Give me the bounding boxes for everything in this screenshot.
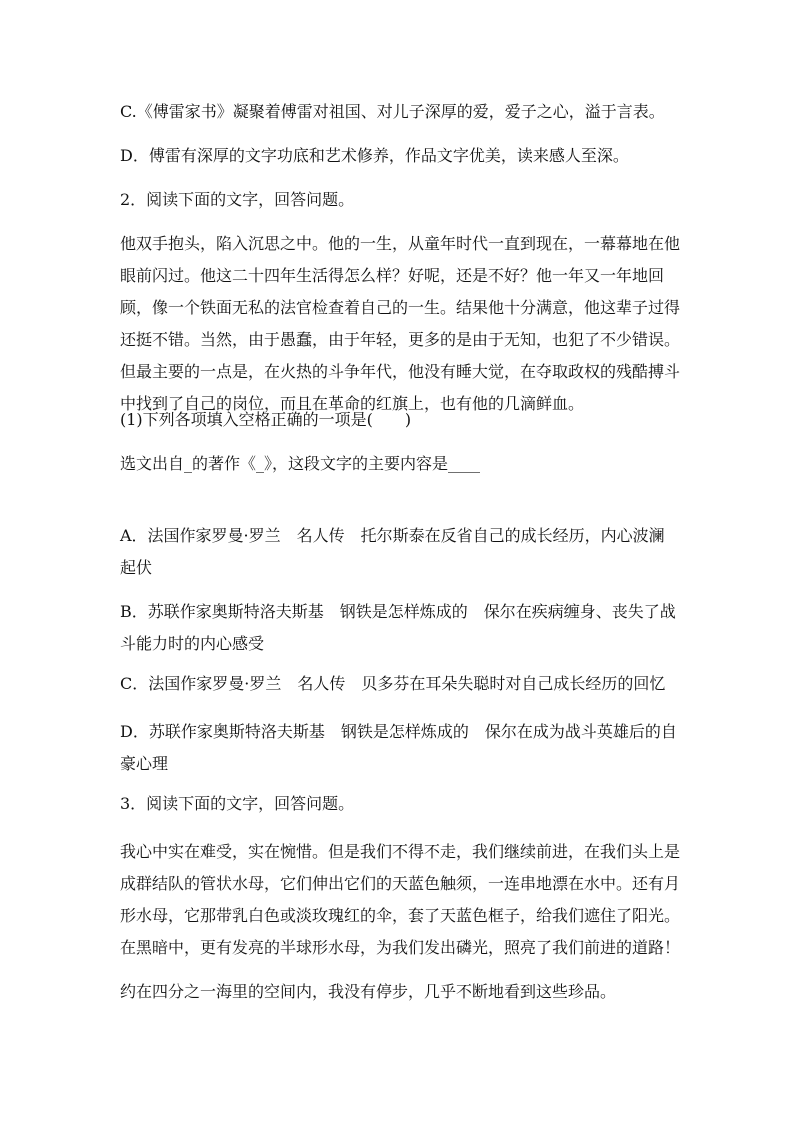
option-d-fu-lei: D．傅雷有深厚的文字功底和艺术修养，作品文字优美，读来感人至深。 <box>120 146 629 165</box>
passage-2-continuation: 约在四分之一海里的空间内，我没有停步，几乎不断地看到这些珍品。 <box>120 982 617 1001</box>
fill-blank-prompt: 选文出自_的著作《_》，这段文字的主要内容是____ <box>120 454 481 473</box>
option-d: D．苏联作家奥斯特洛夫斯基 钢铁是怎样炼成的 保尔在成为战斗英雄后的自豪心理 <box>120 722 677 773</box>
option-c-fu-lei: C.《傅雷家书》凝聚着傅雷对祖国、对儿子深厚的爱，爱子之心，溢于言表。 <box>120 102 665 121</box>
passage-1: 他双手抱头，陷入沉思之中。他的一生，从童年时代一直到现在，一幕幕地在他眼前闪过。他这二十四年生活得怎么样？好呢，还是不好？他一年又一年地回顾，像一个铁面无私的法官检查着自己的一生。结果他十分满意，他这辈子过得还挺不错。当然，由于愚蠢，由于年轻，更多的是由于无知，也犯了不少错误。但最主要的一点是，在火热的斗争年代，他没有睡大觉，在夺取政权的残酷搏斗中找到了自己的岗位，而且在革命的红旗上，也有他的几滴鲜血。 <box>120 234 681 413</box>
sub-question-1: (1)下列各项填入空格正确的一项是( ) <box>120 410 412 429</box>
question-2-heading: 2．阅读下面的文字，回答问题。 <box>120 190 355 209</box>
option-c: C．法国作家罗曼·罗兰 名人传 贝多芬在耳朵失聪时对自己成长经历的回忆 <box>120 674 666 693</box>
option-b: B．苏联作家奥斯特洛夫斯基 钢铁是怎样炼成的 保尔在疾病缠身、丧失了战斗能力时的内心感受 <box>120 602 676 653</box>
passage-2: 我心中实在难受，实在惋惜。但是我们不得不走，我们继续前进，在我们头上是成群结队的管状水母，它们伸出它们的天蓝色触须，一连串地漂在水中。还有月形水母，它那带乳白色或淡玫瑰红的伞，套了天蓝色框子，给我们遮住了阳光。在黑暗中，更有发亮的半球形水母，为我们发出磷光，照亮了我们前进的道路！ <box>120 842 681 957</box>
option-a: A．法国作家罗曼·罗兰 名人传 托尔斯泰在反省自己的成长经历，内心波澜起伏 <box>120 526 665 577</box>
question-3-heading: 3．阅读下面的文字，回答问题。 <box>120 794 355 813</box>
